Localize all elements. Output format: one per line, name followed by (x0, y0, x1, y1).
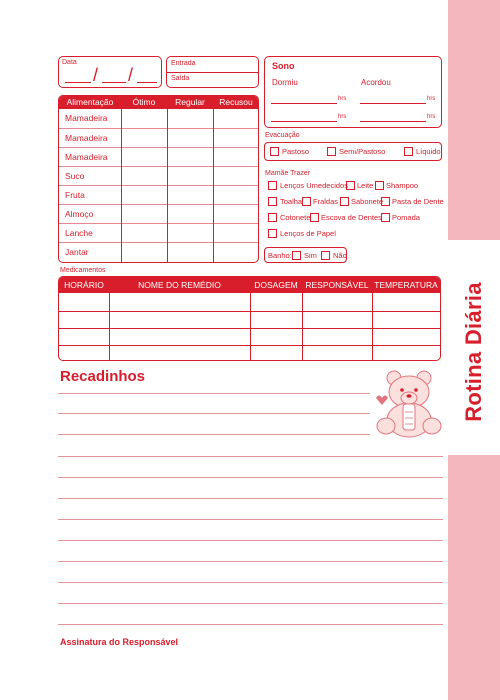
note-line[interactable] (58, 498, 443, 499)
feeding-row-label: Mamadeira (65, 152, 108, 162)
feeding-header-refused: Recusou (219, 97, 253, 107)
note-line[interactable] (58, 477, 443, 478)
feeding-header-great: Ótimo (132, 97, 156, 107)
bring-checkbox[interactable] (340, 197, 349, 206)
meds-header-dosage: DOSAGEM (254, 280, 298, 290)
feeding-row-label: Mamadeira (65, 113, 108, 123)
meds-header-name: NOME DO REMÉDIO (138, 280, 221, 290)
feeding-row[interactable] (59, 204, 258, 224)
date-month-field[interactable] (102, 82, 126, 83)
feeding-header-regular: Regular (175, 97, 205, 107)
bath-box (264, 247, 347, 263)
date-separator-2: / (128, 65, 134, 85)
side-tab-bottom (448, 455, 500, 700)
evacuation-label: Evacuação (265, 132, 300, 139)
evacuation-option-label: Semi/Pastoso (339, 147, 386, 156)
bring-item-label: Shampoo (386, 181, 419, 190)
bring-checkbox[interactable] (268, 213, 277, 222)
date-label: Data (62, 59, 77, 66)
page-title: Rotina Diária (461, 282, 486, 422)
date-day-field[interactable] (65, 82, 91, 83)
bath-no-label: Não (333, 251, 347, 260)
hrs-unit: hrs (427, 96, 436, 102)
hrs-unit: hrs (427, 114, 436, 120)
evacuation-checkbox-pastoso[interactable] (270, 147, 279, 156)
feeding-row[interactable] (59, 242, 258, 262)
sleep-box (264, 56, 442, 128)
bath-yes-checkbox[interactable] (292, 251, 301, 260)
evacuation-option-label: Líquido (416, 147, 441, 156)
bring-item-label: Pomada (392, 213, 420, 222)
feeding-row[interactable] (59, 147, 258, 167)
slept-label: Dormiu (272, 78, 298, 87)
bring-item-label: Fraldas (313, 197, 339, 206)
meds-header-temperature: TEMPERATURA (374, 280, 438, 290)
notes-title: Recadinhos (60, 368, 146, 385)
note-line[interactable] (58, 434, 370, 435)
feeding-col-divider (213, 96, 214, 262)
feeding-table-header (59, 96, 258, 109)
bring-item-label: Leite (357, 181, 374, 190)
evacuation-checkbox-liquido[interactable] (404, 147, 413, 156)
note-line[interactable] (58, 603, 443, 604)
bring-checkbox[interactable] (268, 197, 277, 206)
evacuation-checkbox-semi[interactable] (327, 147, 336, 156)
bring-checkbox[interactable] (268, 181, 277, 190)
side-tab-top (448, 0, 500, 240)
sleep-title: Sono (272, 61, 295, 71)
feeding-row-label: Almoço (65, 209, 94, 219)
bring-item-label: Sabonete (351, 197, 384, 206)
woke-time-field-2[interactable] (360, 121, 426, 122)
meds-header-responsible: RESPONSÁVEL (305, 280, 369, 290)
date-box (58, 56, 162, 88)
date-separator-1: / (93, 65, 99, 85)
feeding-row-label: Mamadeira (65, 133, 108, 143)
note-line[interactable] (58, 561, 443, 562)
feeding-row[interactable] (59, 128, 258, 148)
meds-col-divider (372, 277, 373, 360)
meds-col-divider (250, 277, 251, 360)
feeding-col-divider (121, 96, 122, 262)
note-line[interactable] (58, 540, 443, 541)
woke-label: Acordou (361, 78, 391, 87)
bring-item-label: Pasta de Dente (392, 197, 444, 206)
meds-label: Medicamentos (60, 267, 106, 274)
bring-label: Mamãe Trazer (265, 170, 311, 177)
slept-time-field-1[interactable] (271, 103, 337, 104)
feeding-row-label: Suco (65, 171, 85, 181)
bath-no-checkbox[interactable] (321, 251, 330, 260)
feeding-col-divider (167, 96, 168, 262)
slept-time-field-2[interactable] (271, 121, 337, 122)
bath-yes-label: Sim (304, 251, 317, 260)
exit-label: Saída (171, 75, 190, 82)
meds-header-time: HORÁRIO (64, 280, 104, 290)
meds-col-divider (109, 277, 110, 360)
teddy-bear-icon (370, 368, 446, 440)
feeding-row[interactable] (59, 223, 258, 243)
note-line[interactable] (58, 456, 443, 457)
bring-checkbox[interactable] (310, 213, 319, 222)
note-line[interactable] (58, 519, 443, 520)
meds-table (58, 276, 441, 361)
feeding-row-label: Lanche (65, 228, 93, 238)
note-line[interactable] (58, 624, 443, 625)
evacuation-box (264, 142, 442, 161)
bring-item-label: Toalha (280, 197, 303, 206)
bring-checkbox[interactable] (268, 229, 277, 238)
note-line[interactable] (58, 413, 370, 414)
bring-checkbox[interactable] (302, 197, 311, 206)
bring-item-label: Lenços de Papel (280, 229, 336, 238)
bring-checkbox[interactable] (346, 181, 355, 190)
feeding-row[interactable] (59, 109, 258, 128)
bring-checkbox[interactable] (381, 213, 390, 222)
signature-label: Assinatura do Responsável (60, 637, 179, 647)
bath-label: Banho: (268, 251, 292, 260)
feeding-row[interactable] (59, 185, 258, 205)
bring-checkbox[interactable] (375, 181, 384, 190)
hrs-unit: hrs (338, 114, 347, 120)
entry-exit-divider (167, 72, 258, 73)
meds-col-divider (302, 277, 303, 360)
feeding-table (58, 95, 259, 263)
entry-exit-box (166, 56, 259, 88)
bring-checkbox[interactable] (381, 197, 390, 206)
evacuation-option-label: Pastoso (282, 147, 310, 156)
entry-label: Entrada (171, 60, 196, 67)
note-line[interactable] (58, 393, 370, 394)
feeding-row-label: Fruta (65, 190, 85, 200)
note-line[interactable] (58, 582, 443, 583)
date-year-field[interactable] (137, 82, 157, 83)
bring-item-label: Escova de Dentes (321, 213, 382, 222)
woke-time-field-1[interactable] (360, 103, 426, 104)
bring-item-label: Cotonete (280, 213, 311, 222)
hrs-unit: hrs (338, 96, 347, 102)
feeding-row-label: Jantar (65, 247, 89, 257)
feeding-header-food: Alimentação (66, 97, 114, 107)
feeding-row[interactable] (59, 166, 258, 186)
bring-item-label: Lenços Umedecidos (280, 181, 348, 190)
